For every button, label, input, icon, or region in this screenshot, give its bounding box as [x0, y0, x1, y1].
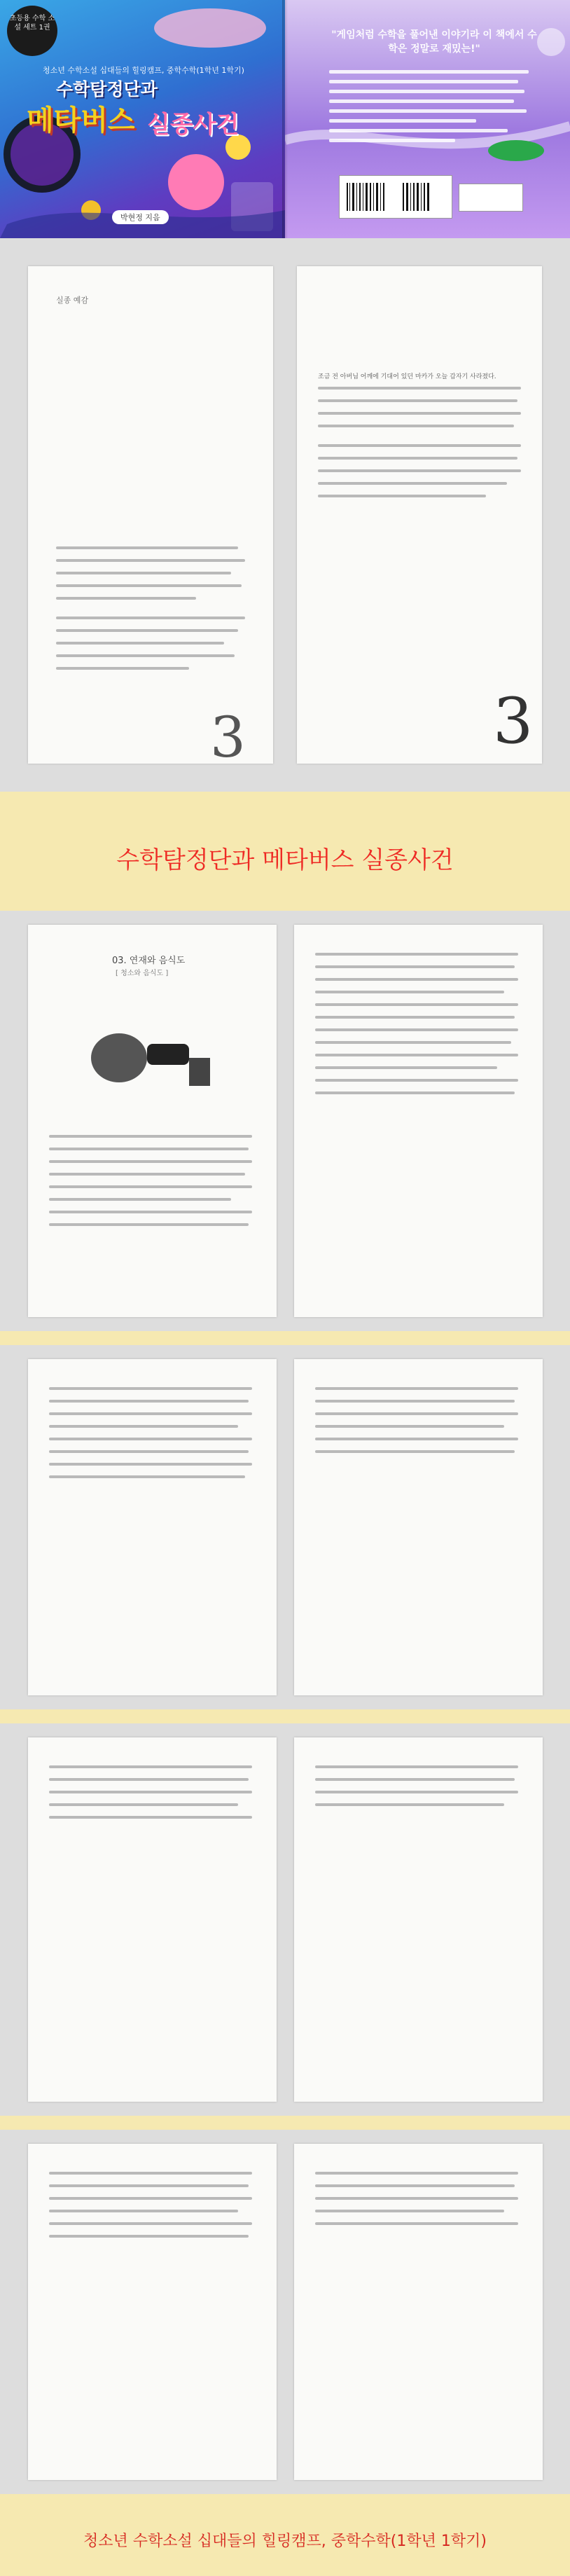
front-cover	[0, 0, 285, 238]
back-cover-quote: "게임처럼 수학을 풀어낸 이야기라 이 책에서 수학은 정말로 재밌는!"	[331, 29, 537, 55]
svg-text:3: 3	[210, 705, 246, 764]
spread-3	[0, 1345, 570, 1709]
spread2-right-page	[294, 925, 543, 1317]
spread-5	[0, 2130, 570, 2494]
number-decoration-left	[196, 701, 273, 764]
spread4-right-page	[294, 1737, 543, 2102]
footer-caption: 청소년 수학소설 십대들의 힐링캠프, 중학수학(1학년 1학기)	[83, 2533, 487, 2550]
spread3-right-page	[294, 1359, 543, 1695]
chapter-title: 03. 연재와 음식도	[112, 956, 186, 966]
cover-title-line3: 실종사건	[147, 111, 239, 139]
spread3-left-page	[28, 1359, 277, 1695]
cover-subtitle: 청소년 수학소설 십대들의 힐링캠프, 중학수학(1학년 1학기)	[43, 66, 244, 75]
back-cover-blurb	[329, 70, 539, 161]
cover-title-line1: 수학탐정단과	[56, 79, 158, 99]
cover-author: 박현정 지음	[112, 210, 169, 224]
number-decoration-right	[486, 680, 542, 757]
spine-shadow	[282, 0, 288, 238]
cover-title-line2: 메타버스	[27, 104, 135, 137]
chapter-subtitle: [ 청소와 음식도 ]	[116, 970, 169, 977]
barcode	[339, 175, 452, 219]
spread-2	[0, 911, 570, 1331]
spread4-left-page	[28, 1737, 277, 2102]
spread-1	[0, 238, 570, 792]
price-box	[459, 184, 523, 212]
title-banner: 수학탐정단과 메타버스 실종사건	[116, 846, 454, 874]
spread-4	[0, 1723, 570, 2116]
series-sticker: 초등용 수학 소설 세트 1권	[7, 6, 57, 56]
spread1-left-header: 실종 예감	[56, 296, 89, 305]
spread2-left-page	[28, 925, 277, 1317]
svg-text:3: 3	[493, 684, 534, 757]
spread1-right-page	[297, 266, 542, 764]
spread1-right-first-line: 조금 전 아버님 어깨에 기대어 있던 마카가 오늘 갑자기 사라졌다.	[318, 373, 496, 380]
spread1-left-page	[28, 266, 273, 764]
spread5-right-page	[294, 2144, 543, 2480]
spread5-left-page	[28, 2144, 277, 2480]
chapter-illustration	[84, 1009, 224, 1107]
